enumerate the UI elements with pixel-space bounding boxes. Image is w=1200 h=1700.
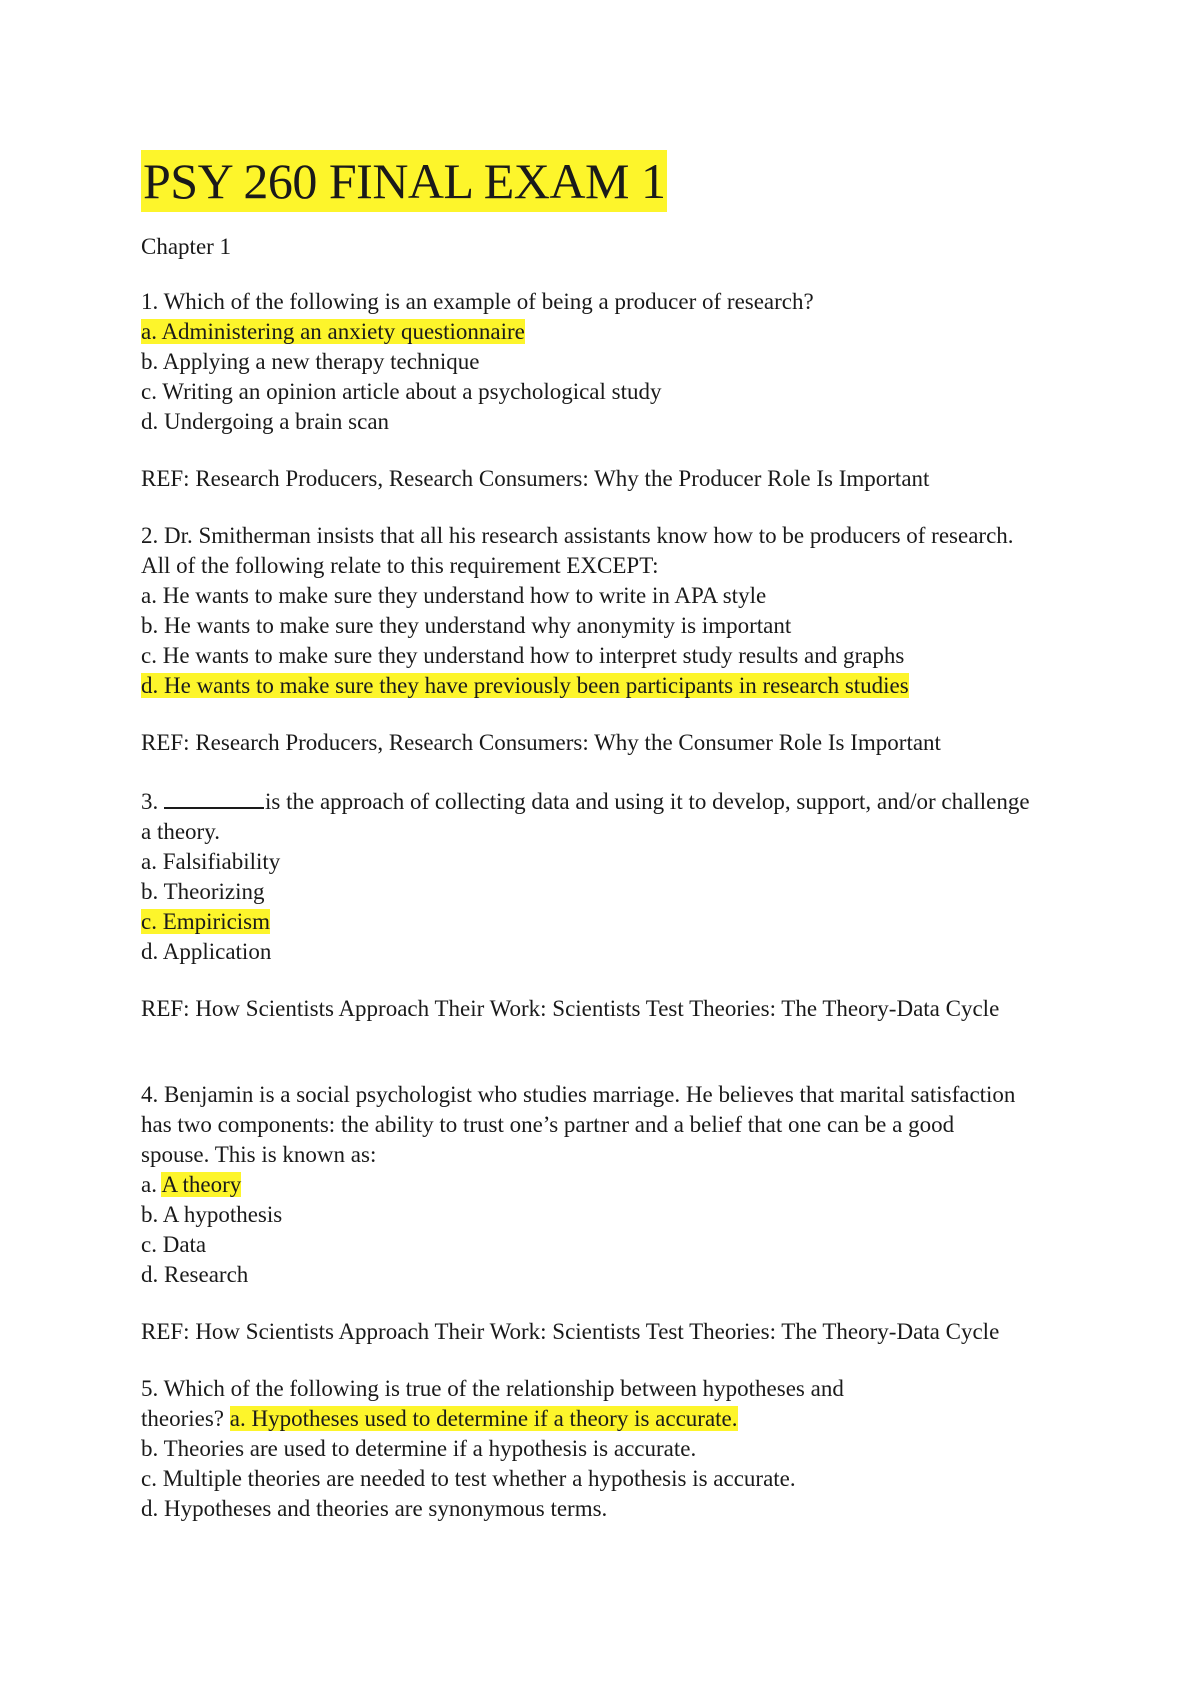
page-title: PSY 260 FINAL EXAM 1 xyxy=(141,150,667,212)
question-reference: REF: Research Producers, Research Consumers: Why the Producer Role Is Important xyxy=(141,466,930,491)
question-stem: 4. Benjamin is a social psychologist who studies marriage. He believes that marital satisfaction xyxy=(141,1082,1016,1107)
exam-page xyxy=(141,150,1081,1524)
question-3 xyxy=(141,785,1081,1024)
answer-option-d: d. Hypotheses and theories are synonymous terms. xyxy=(141,1496,608,1521)
answer-option-b: b. Theorizing xyxy=(141,879,265,904)
question-reference: REF: Research Producers, Research Consumers: Why the Consumer Role Is Important xyxy=(141,730,941,755)
highlighted-answer: a. Hypotheses used to determine if a theory is accurate. xyxy=(229,1406,738,1431)
answer-option-b: b. Theories are used to determine if a hypothesis is accurate. xyxy=(141,1436,697,1461)
fill-in-blank xyxy=(164,785,264,809)
question-number: 3. xyxy=(141,789,159,814)
answer-option-a: a. Falsifiability xyxy=(141,849,281,874)
question-2 xyxy=(141,521,1081,758)
question-stem: 5. Which of the following is true of the relationship between hypotheses and xyxy=(141,1376,844,1401)
answer-option-b: b. He wants to make sure they understand why anonymity is important xyxy=(141,613,792,638)
answer-option-d: d. Research xyxy=(141,1262,249,1287)
question-stem: 2. Dr. Smitherman insists that all his research assistants know how to be producers of research. xyxy=(141,523,1014,548)
answer-option-c: c. Multiple theories are needed to test whether a hypothesis is accurate. xyxy=(141,1466,796,1491)
answer-option-a: a. He wants to make sure they understand how to write in APA style xyxy=(141,583,767,608)
question-stem-text: is the approach of collecting data and using it to develop, support, and/or challenge xyxy=(265,789,1030,814)
answer-option-c xyxy=(141,907,1081,937)
question-1 xyxy=(141,287,1081,494)
highlighted-answer: A theory xyxy=(161,1172,242,1197)
answer-option-c: c. He wants to make sure they understand how to interpret study results and graphs xyxy=(141,643,905,668)
question-stem-continued: a theory. xyxy=(141,819,220,844)
question-stem-continued: All of the following relate to this requirement EXCEPT: xyxy=(141,553,659,578)
highlighted-answer: a. Administering an anxiety questionnaire xyxy=(141,319,525,344)
option-letter: a. xyxy=(141,1172,157,1197)
question-reference: REF: How Scientists Approach Their Work: Scientists Test Theories: The Theory-Data Cycle xyxy=(141,1319,1000,1344)
answer-option-a xyxy=(141,317,1081,347)
question-stem: 1. Which of the following is an example of being a producer of research? xyxy=(141,289,814,314)
question-4 xyxy=(141,1080,1081,1347)
chapter-heading: Chapter 1 xyxy=(141,234,232,259)
answer-option-b: b. Applying a new therapy technique xyxy=(141,349,480,374)
answer-option-c: c. Data xyxy=(141,1232,207,1257)
answer-option-d: d. Application xyxy=(141,939,272,964)
answer-option-d xyxy=(141,671,1081,701)
answer-option-a xyxy=(141,1170,1081,1200)
question-5 xyxy=(141,1374,1081,1524)
answer-option-d: d. Undergoing a brain scan xyxy=(141,409,390,434)
question-stem xyxy=(141,785,1081,817)
answer-option-b: b. A hypothesis xyxy=(141,1202,283,1227)
question-reference: REF: How Scientists Approach Their Work: Scientists Test Theories: The Theory-Data Cycle xyxy=(141,996,1000,1021)
question-stem-text: theories? xyxy=(141,1406,225,1431)
highlighted-answer: c. Empiricism xyxy=(141,909,271,934)
question-stem-continued: has two components: the ability to trust one’s partner and a belief that one can be a good xyxy=(141,1112,955,1137)
question-stem-continued xyxy=(141,1404,1081,1434)
highlighted-answer: d. He wants to make sure they have previously been participants in research studies xyxy=(141,673,909,698)
answer-option-c: c. Writing an opinion article about a psychological study xyxy=(141,379,662,404)
question-stem-continued: spouse. This is known as: xyxy=(141,1142,377,1167)
